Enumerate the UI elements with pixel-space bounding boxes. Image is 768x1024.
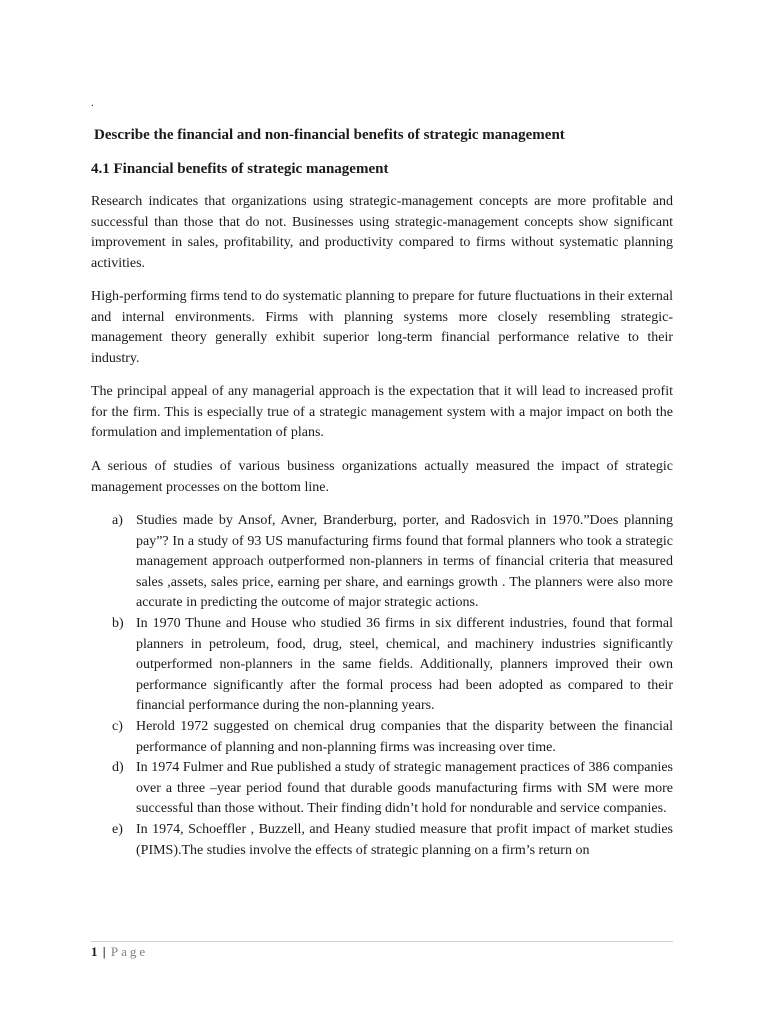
list-item-text: Herold 1972 suggested on chemical drug companies that the disparity between the financial performance of planning and non-planning firms was increasing over time. (136, 718, 673, 755)
list-marker: c) (112, 718, 123, 734)
list-item-text: In 1974, Schoeffler , Buzzell, and Heany studied measure that profit impact of market studies (PIMS).The studies involve the effects of strategic planning on a firm’s return on (136, 821, 673, 858)
page-label: Page (110, 944, 149, 959)
list-item (112, 820, 673, 861)
footer-divider (91, 941, 673, 942)
paragraph-3: The principal appeal of any managerial approach is the expectation that it will lead to increased profit for the firm. This is especially true of a strategic management system with a major impact on both the formulation and implementation of plans. (91, 384, 673, 441)
page-footer (91, 943, 148, 961)
section-heading: 4.1 Financial benefits of strategic management (91, 161, 389, 177)
list-item (112, 758, 673, 820)
footer-separator: | (102, 944, 106, 959)
list-marker: d) (112, 760, 124, 776)
page-number: 1 (91, 944, 98, 959)
list-marker: a) (112, 513, 123, 528)
stray-mark: . (91, 97, 94, 109)
paragraph-1: Research indicates that organizations using strategic-management concepts are more profitable and successful than those that do not. Businesses using strategic-management concepts show significant improvement in sales, profitability, and productivity compared to firms without systematic planning activities. (91, 194, 673, 271)
paragraph-4: A serious of studies of various business organizations actually measured the impact of strategic management processes on the bottom line. (91, 459, 673, 495)
list-marker: b) (112, 615, 124, 631)
paragraph-2: High-performing firms tend to do systematic planning to prepare for future fluctuations in their external and internal environments. Firms with planning systems more closely resembling strategic-management theory generally exhibit superior long-term financial performance relative to their industry. (91, 289, 673, 366)
list-item-text: Studies made by Ansof, Avner, Branderburg, porter, and Radosvich in 1970.”Does planning pay”? In a study of 93 US manufacturing firms found that formal planners who took a strategic management approach outperformed non-planners in terms of financial criteria that measured sales ,assets, sales price, earning per share, and earnings growth . The planners were also more accurate in predicting the outcome of major strategic actions. (136, 513, 673, 611)
list-marker: e) (112, 821, 123, 837)
list-item-text: In 1970 Thune and House who studied 36 firms in six different industries, found that formal planners in petroleum, food, drug, steel, chemical, and machinery industries significantly outperformed non-planners in the same fields. Additionally, planners improved their own performance significantly after the formal process had been adopted as compared to their financial performance during the non-planning years. (136, 615, 673, 714)
list-item (112, 717, 673, 758)
list-item-text: In 1974 Fulmer and Rue published a study of strategic management practices of 386 companies over a three –year period found that durable goods manufacturing firms with SM were more successful than those without. Their finding didn’t hold for nondurable and service companies. (136, 760, 673, 817)
list-item (112, 614, 673, 717)
document-title: Describe the financial and non-financial benefits of strategic management (94, 127, 565, 143)
studies-list (112, 511, 673, 861)
list-item (112, 511, 673, 614)
